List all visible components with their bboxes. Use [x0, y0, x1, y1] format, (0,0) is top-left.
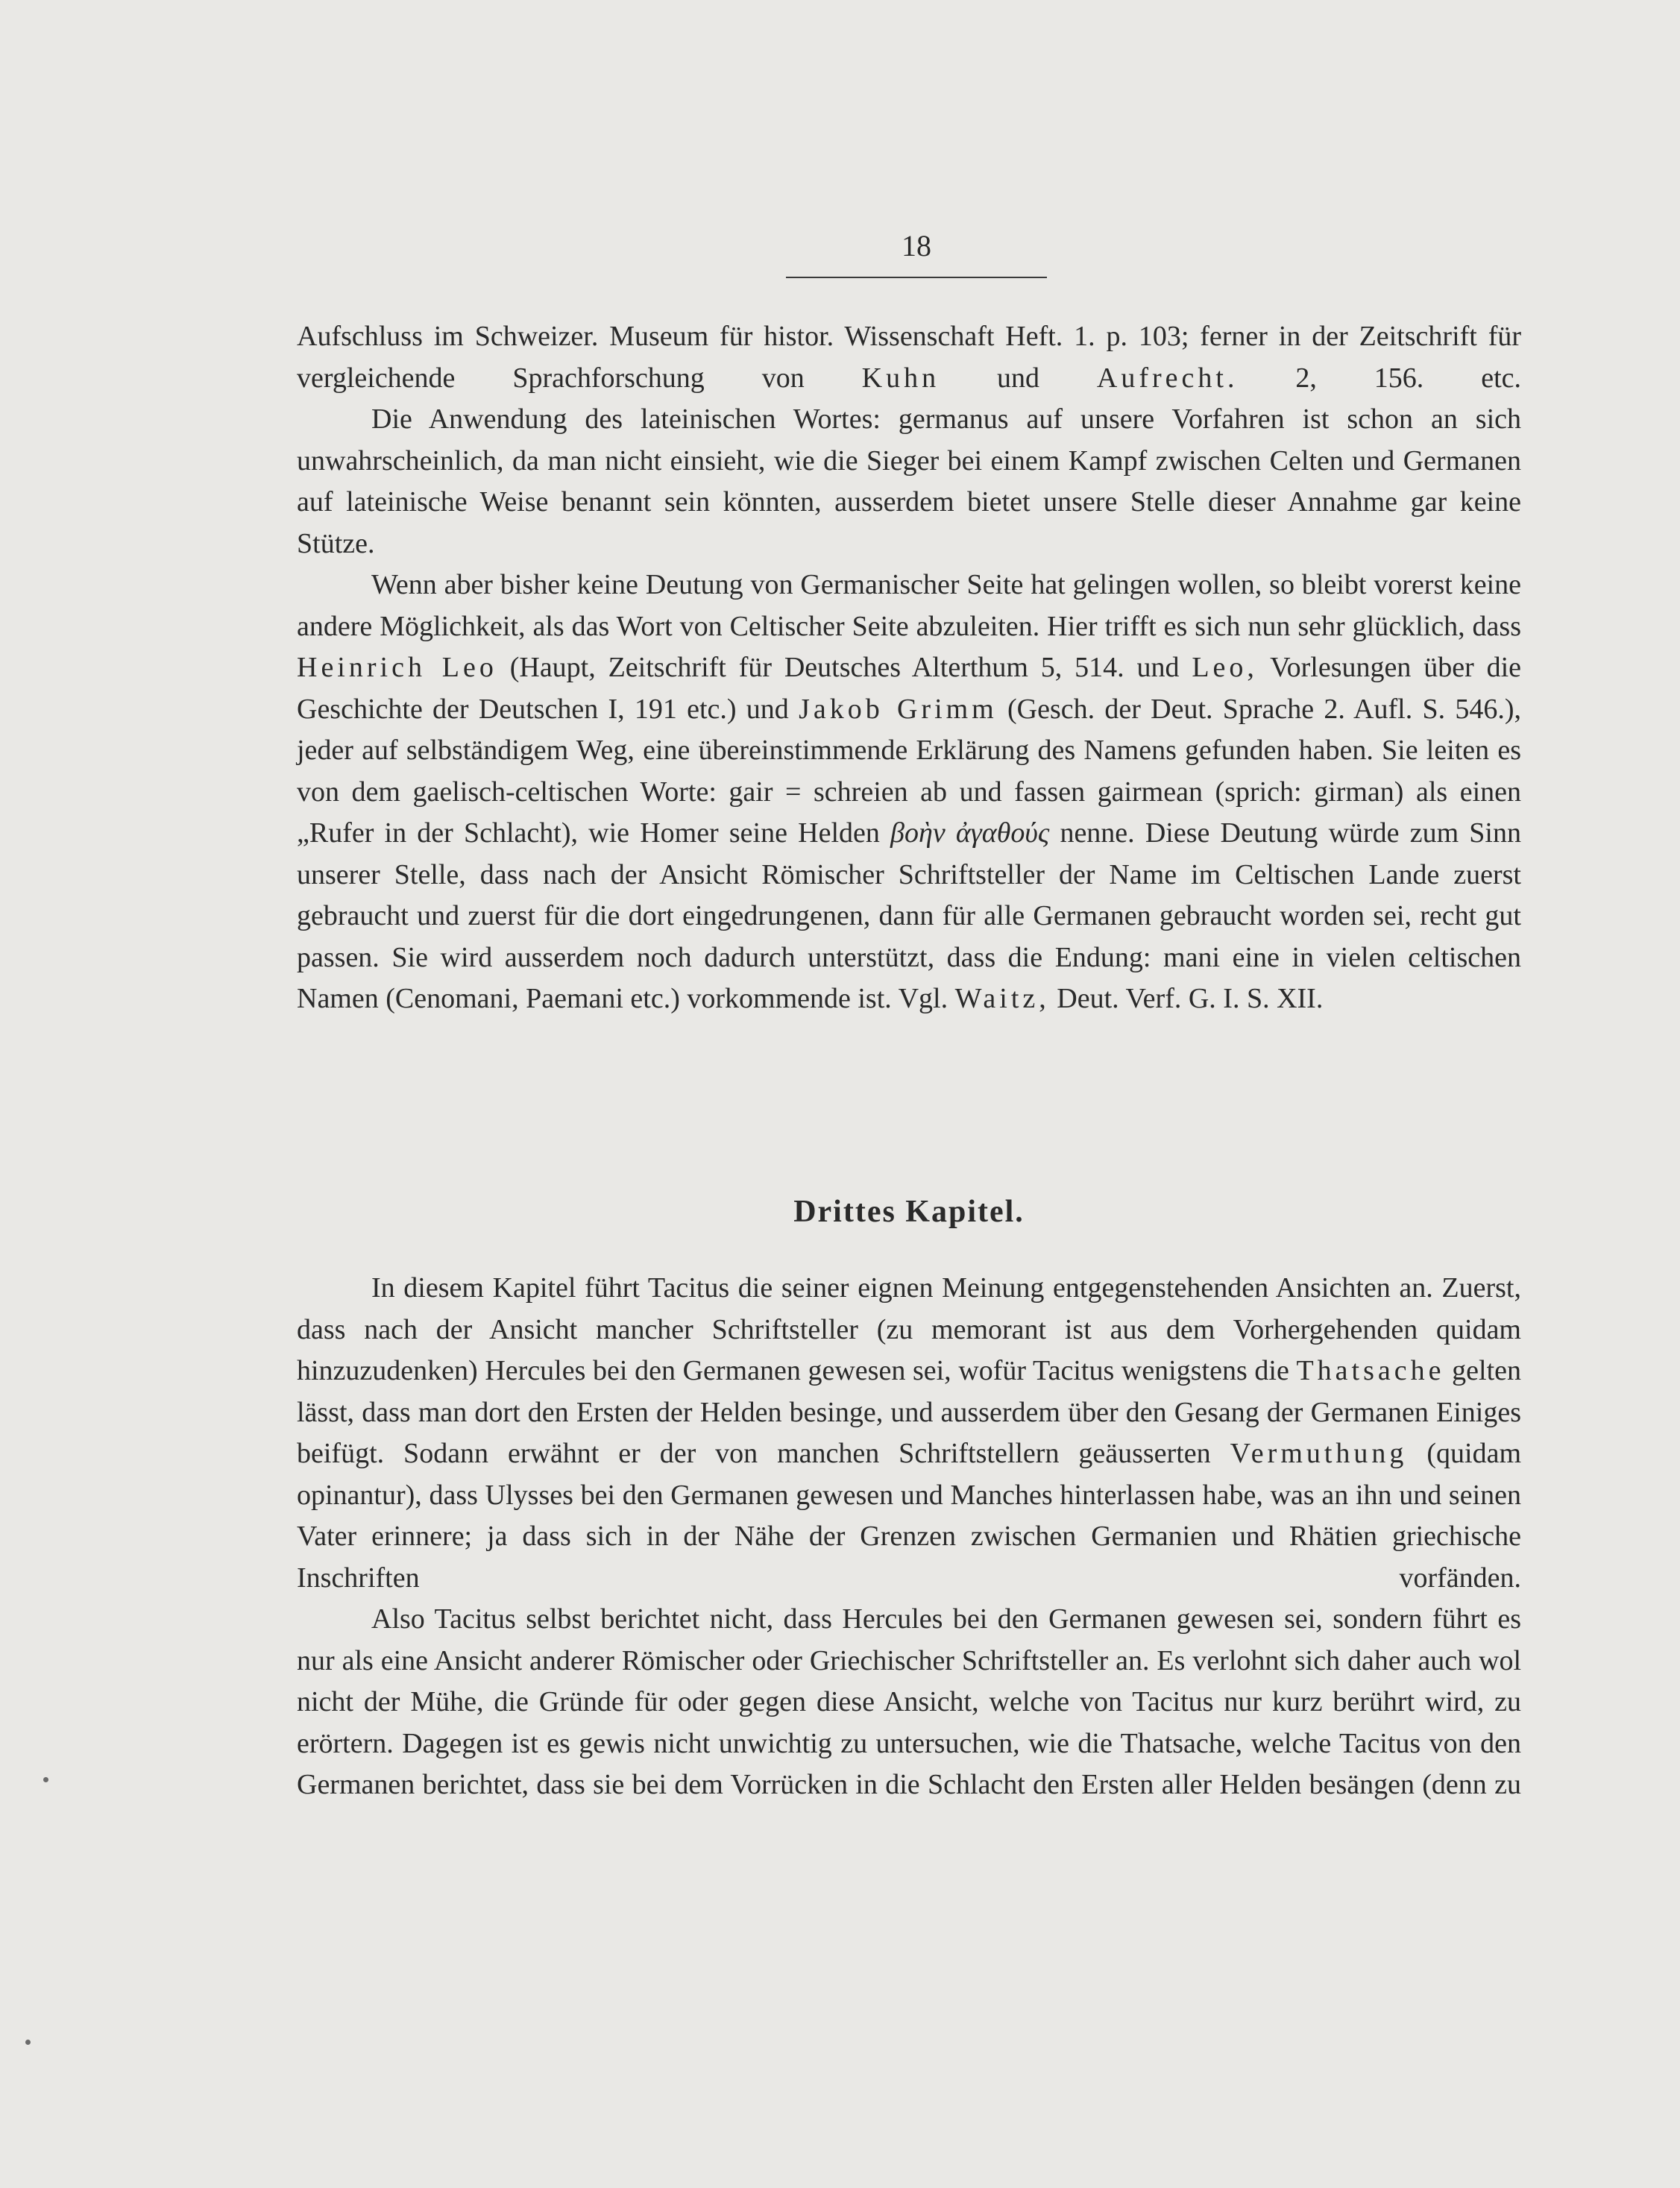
page-number: 18: [902, 229, 931, 263]
scan-speck: [43, 1777, 48, 1782]
paragraph-1: Aufschluss im Schweizer. Museum für histor. Wissenschaft Heft. 1. p. 103; ferner in der Zeitschrift für vergleichende Sprachforschung von Kuhn und Aufrecht. 2, 156. etc.: [297, 321, 1521, 394]
section-2-text: [297, 1268, 1521, 1806]
paragraph-2: Die Anwendung des lateinischen Wortes: germanus auf unsere Vorfahren ist schon an sich unwahrscheinlich, da man nicht einsieht, wie die Sieger bei einem Kampf zwischen Celten und Germanen auf lateinische Weise benannt sein könnten, ausserdem bietet unsere Stelle dieser Annahme gar keine Stütze.: [297, 403, 1521, 559]
spaced-name: Waitz,: [954, 983, 1050, 1014]
chapter-heading: Drittes Kapitel.: [793, 1195, 1025, 1229]
spaced-name: Jakob Grimm: [799, 693, 998, 725]
spaced-name: Kuhn: [861, 362, 940, 394]
section-1-text: [297, 316, 1521, 1020]
paragraph-5: Also Tacitus selbst berichtet nicht, dass Hercules bei den Germanen gewesen sei, sondern führt es nur als eine Ansicht anderer Römischer oder Griechischer Schriftsteller an. Es verlohnt sich daher auch wol nicht der Mühe, die Gründe für oder gegen diese Ansicht, welche von Tacitus nur kurz berührt wird, zu erörtern. Dagegen ist es gewis nicht unwichtig zu untersuchen, wie die Thatsache, welche Tacitus von den Germanen berichtet, dass sie bei dem Vorrücken in die Schlacht den Ersten aller Helden besängen (denn zu: [297, 1603, 1521, 1800]
header-rule: [786, 277, 1047, 278]
spaced-name: Heinrich Leo: [297, 652, 497, 683]
spaced-name: Aufrecht.: [1096, 362, 1239, 394]
greek-phrase: βοὴν ἀγαθούς: [890, 817, 1050, 849]
spaced-name: Vermuthung: [1230, 1438, 1408, 1469]
spaced-name: Thatsache: [1296, 1355, 1445, 1386]
scan-speck: [25, 2040, 31, 2045]
paragraph-3: Wenn aber bisher keine Deutung von Germanischer Seite hat gelingen wollen, so bleibt vorerst keine andere Möglichkeit, als das Wort von Celtischer Seite abzuleiten. Hier trifft es sich nun sehr glücklich, dass Heinrich Leo (Haupt, Zeitschrift für Deutsches Alterthum 5, 514. und Leo, Vorlesungen über die Geschichte der Deutschen I, 191 etc.) und Jakob Grimm (Gesch. der Deut. Sprache 2. Aufl. S. 546.), jeder auf selbständigem Weg, eine übereinstimmende Erklärung des Namens gefunden haben. Sie leiten es von dem gaelisch-celtischen Worte: gair = schreien ab und fassen gairmean (sprich: girman) als einen „Rufer in der Schlacht), wie Homer seine Helden βοὴν ἀγαθούς nenne. Diese Deutung würde zum Sinn unserer Stelle, dass nach der Ansicht Römischer Schriftsteller der Name im Celtischen Lande zuerst gebraucht und zuerst für die dort eingedrungenen, dann für alle Germanen gebraucht worden sei, recht gut passen. Sie wird ausserdem noch dadurch unterstützt, dass die Endung: mani eine in vielen celtischen Namen (Cenomani, Paemani etc.) vorkommende ist. Vgl. Waitz, Deut. Verf. G. I. S. XII.: [297, 569, 1521, 1014]
spaced-name: Leo,: [1192, 652, 1258, 683]
paragraph-4: In diesem Kapitel führt Tacitus die seiner eignen Meinung entgegenstehenden Ansichten an. Zuerst, dass nach der Ansicht mancher Schriftsteller (zu memorant ist aus dem Vorhergehenden quidam hinzuzudenken) Hercules bei den Germanen gewesen sei, wofür Tacitus wenigstens die Thatsache gelten lässt, dass man dort den Ersten der Helden besinge, und ausserdem über den Gesang der Germanen Einiges beifügt. Sodann erwähnt er der von manchen Schriftstellern geäusserten Vermuthung (quidam opinantur), dass Ulysses bei den Germanen gewesen und Manches hinterlassen habe, was an ihn und seinen Vater erinnere; ja dass sich in der Nähe der Grenzen zwischen Germanien und Rhätien griechische Inschriften vorfänden.: [297, 1272, 1521, 1594]
